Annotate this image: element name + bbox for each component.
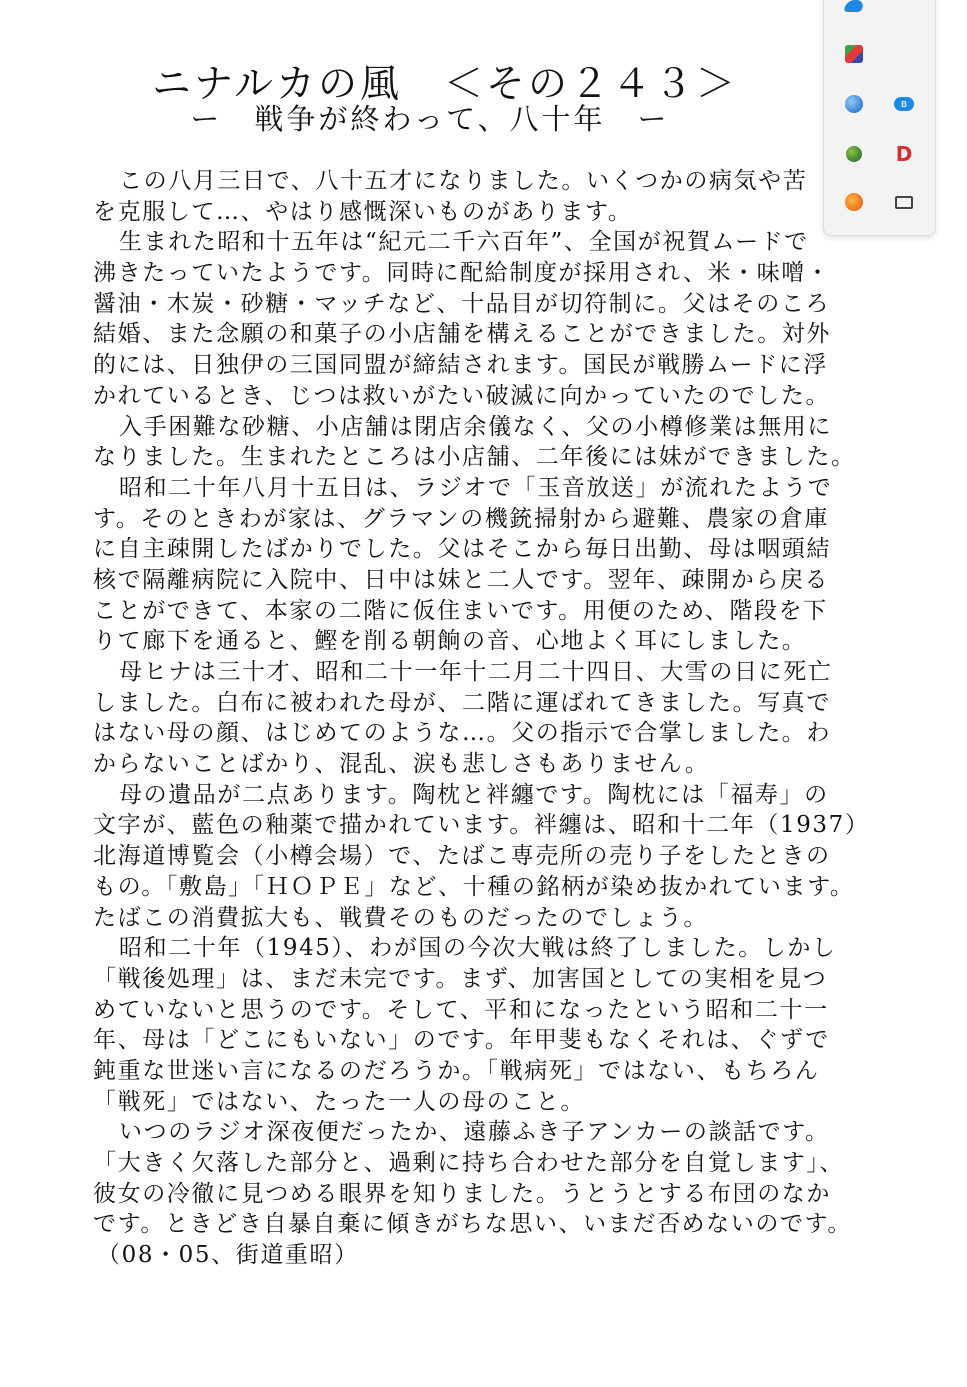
update-icon[interactable] (843, 191, 865, 213)
text-line: 結婚、また念願の和菓子の小店舗を構えることができました。対外 (93, 321, 831, 348)
text-line: 昭和二十年八月十五日は、ラジオで「玉音放送」が流れたようで (119, 474, 833, 501)
text-line: かれているとき、じつは救いがたい破滅に向かっていたのでした。 (93, 382, 831, 409)
cloud-icon[interactable] (843, 0, 865, 17)
text-line: りて廊下を通ると、鰹を削る朝餉の音、心地よく耳にしました。 (93, 628, 807, 655)
bluetooth-icon[interactable]: ʙ (893, 93, 915, 115)
text-line: す。そのときわが家は、グラマンの機銃掃射から避難、農家の倉庫 (93, 505, 830, 532)
document-title: ニナルカの風 ＜その２４３＞ (151, 62, 739, 107)
text-line: 年、母は「どこにもいない」のです。年甲斐もなくそれは、ぐずで (93, 1027, 830, 1054)
text-line: 的には、日独伊の三国同盟が締結されます。国民が戦勝ムードに浮 (93, 352, 829, 379)
text-line: この八月三日で、八十五才になりました。いくつかの病気や苦 (119, 168, 808, 194)
text-line: 生まれた昭和十五年は“紀元二千六百年”、全国が祝賀ムードで (119, 229, 809, 256)
text-line: ことができて、本家の二階に仮住まいです。用便のため、階段を下 (93, 597, 828, 624)
text-line: 醤油・木炭・砂糖・マッチなど、十品目が切符制に。父はそのころ (93, 290, 831, 317)
text-line: なりました。生まれたところは小店舗、二年後には妹ができました。 (93, 444, 856, 471)
notification-tray-overflow (823, 0, 936, 236)
text-line: に自主疎開したばかりでした。父はそこから毎日出勤、母は咽頭結 (93, 536, 831, 563)
signature: （08・05、街道重昭） (97, 1242, 359, 1269)
text-line: 「大きく欠落した部分と、過剰に持ち合わせた部分を自覚します」、 (93, 1150, 845, 1176)
text-line: はない母の顔、はじめてのような…。父の指示で合掌しました。わ (93, 720, 831, 747)
text-line: からないことばかり、混乱、涙も悲しさもありません。 (93, 751, 710, 778)
text-line: めていないと思うのです。そして、平和になったという昭和二十一 (93, 996, 829, 1023)
text-line: 昭和二十年（1945）、わが国の今次大戦は終了しました。しかし (119, 935, 837, 962)
text-line: 「戦死」ではない、たった一人の母のこと。 (93, 1088, 585, 1115)
text-line: いつのラジオ深夜便だったか、遠藤ふき子アンカーの談話です。 (119, 1119, 830, 1146)
text-line: 鈍重な世迷い言になるのだろうか。「戦病死」ではない、もちろん (93, 1057, 820, 1084)
text-line: 核で隔離病院に入院中、日中は妹と二人です。翌年、疎開から戻る (93, 566, 830, 593)
document-subtitle: ー 戦争が終わって、八十年 ー (190, 102, 670, 136)
document-body (93, 166, 870, 1271)
text-line: 彼女の冷徹に見つめる眼界を知りました。うとうとする布団のなか (93, 1180, 831, 1207)
network-icon[interactable] (843, 93, 865, 115)
green-status-icon[interactable] (843, 143, 865, 165)
text-line: 文字が、藍色の釉薬で描かれています。袢纏は、昭和十二年（1937） (93, 812, 870, 839)
usb-icon[interactable] (893, 191, 915, 213)
text-line: 「戦後処理」は、まだ未完です。まず、加害国としての実相を見つ (93, 965, 828, 992)
text-line: もの。「敷島」「ＨＯＰＥ」など、十種の銘柄が染め抜かれています。 (93, 873, 855, 900)
text-line: です。ときどき自暴自棄に傾きがちな思い、いまだ否めないのです。 (93, 1211, 852, 1238)
text-line: たばこの消費拡大も、戦費そのものだったのでしょう。 (93, 904, 708, 931)
d-app-icon[interactable]: D (895, 142, 913, 166)
text-line: 母ヒナは三十才、昭和二十一年十二月二十四日、大雪の日に死亡 (119, 659, 833, 685)
text-line: しました。白布に被われた母が、二階に運ばれてきました。写真で (93, 689, 831, 716)
text-line: 北海道博覧会（小樽会場）で、たばこ専売所の売り子をしたときの (93, 843, 831, 870)
game-icon[interactable] (843, 43, 865, 65)
text-line: を克服して…、やはり感慨深いものがあります。 (93, 198, 633, 225)
text-line: 入手困難な砂糖、小店舗は閉店余儀なく、父の小樽修業は無用に (119, 413, 832, 440)
text-line: 母の遺品が二点あります。陶枕と袢纏です。陶枕には「福寿」の (119, 781, 829, 808)
text-line: 沸きたっていたようです。同時に配給制度が採用され、米・味噌・ (93, 260, 831, 287)
